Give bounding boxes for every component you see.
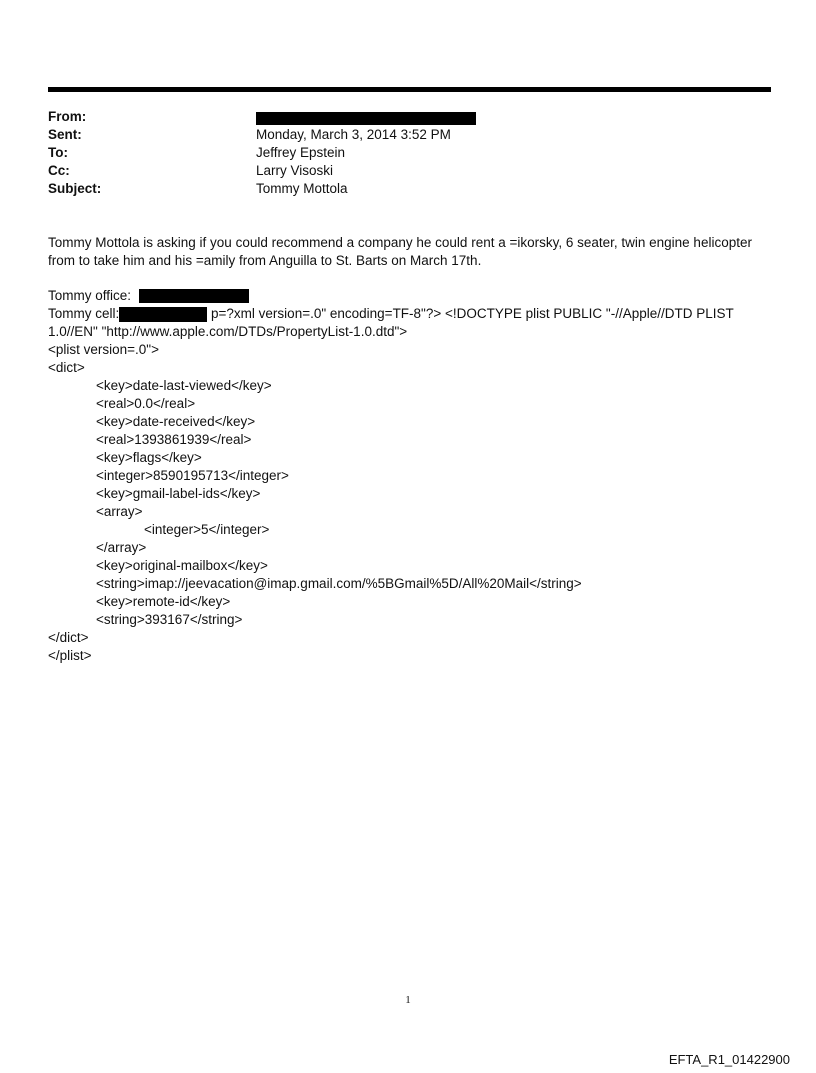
plist-line: <key>gmail-label-ids</key>	[96, 486, 261, 501]
plist-line: <dict>	[48, 360, 85, 375]
plist-line: <string>393167</string>	[96, 612, 243, 627]
from-label: From:	[48, 109, 87, 124]
plist-line: <string>imap://jeevacation@imap.gmail.com/%5BGmail%5D/All%20Mail</string>	[96, 576, 582, 591]
cell-tail: p=?xml version=.0" encoding=TF-8"?> <!DOCTYPE plist PUBLIC "-//Apple//DTD PLIST	[211, 306, 734, 321]
to-value: Jeffrey Epstein	[256, 145, 346, 160]
plist-line: </plist>	[48, 648, 92, 663]
body-paragraph: Tommy Mottola is asking if you could recommend a company he could rent a =ikorsky, 6 seater, twin engine helicopter from to take him and his =amily from Anguilla to St. Barts on March 17th.	[48, 235, 752, 268]
header-rule	[48, 87, 771, 92]
to-label: To:	[48, 145, 68, 160]
plist-line: <plist version=.0">	[48, 342, 159, 357]
cc-label: Cc:	[48, 163, 70, 178]
page-number: 1	[405, 994, 411, 1006]
subject-label: Subject:	[48, 181, 102, 196]
plist-line: <key>date-last-viewed</key>	[96, 378, 272, 393]
sent-label: Sent:	[48, 127, 82, 142]
from-value-redacted	[256, 108, 476, 126]
plist-line: <key>flags</key>	[96, 450, 202, 465]
plist-line: <integer>8590195713</integer>	[96, 468, 289, 483]
plist-line: <key>date-received</key>	[96, 414, 256, 429]
plist-line: <key>remote-id</key>	[96, 594, 231, 609]
cell-line	[48, 305, 734, 323]
plist-line: <key>original-mailbox</key>	[96, 558, 268, 573]
plist-line: <real>1393861939</real>	[96, 432, 252, 447]
document-id: EFTA_R1_01422900	[668, 1052, 790, 1067]
redaction-box	[119, 307, 207, 322]
subject-value: Tommy Mottola	[256, 181, 348, 196]
redaction-box	[256, 112, 476, 125]
cc-value: Larry Visoski	[256, 163, 334, 178]
plist-line: </array>	[96, 540, 147, 555]
cell-line-2: 1.0//EN" "http://www.apple.com/DTDs/PropertyList-1.0.dtd">	[48, 324, 408, 339]
office-label: Tommy office:	[48, 288, 132, 303]
redaction-box	[139, 289, 249, 303]
plist-line: <integer>5</integer>	[144, 522, 270, 537]
office-line	[48, 287, 249, 305]
plist-line: <array>	[96, 504, 143, 519]
plist-line: </dict>	[48, 630, 89, 645]
sent-value: Monday, March 3, 2014 3:52 PM	[256, 127, 451, 142]
plist-line: <real>0.0</real>	[96, 396, 196, 411]
cell-label: Tommy cell:	[48, 306, 120, 321]
